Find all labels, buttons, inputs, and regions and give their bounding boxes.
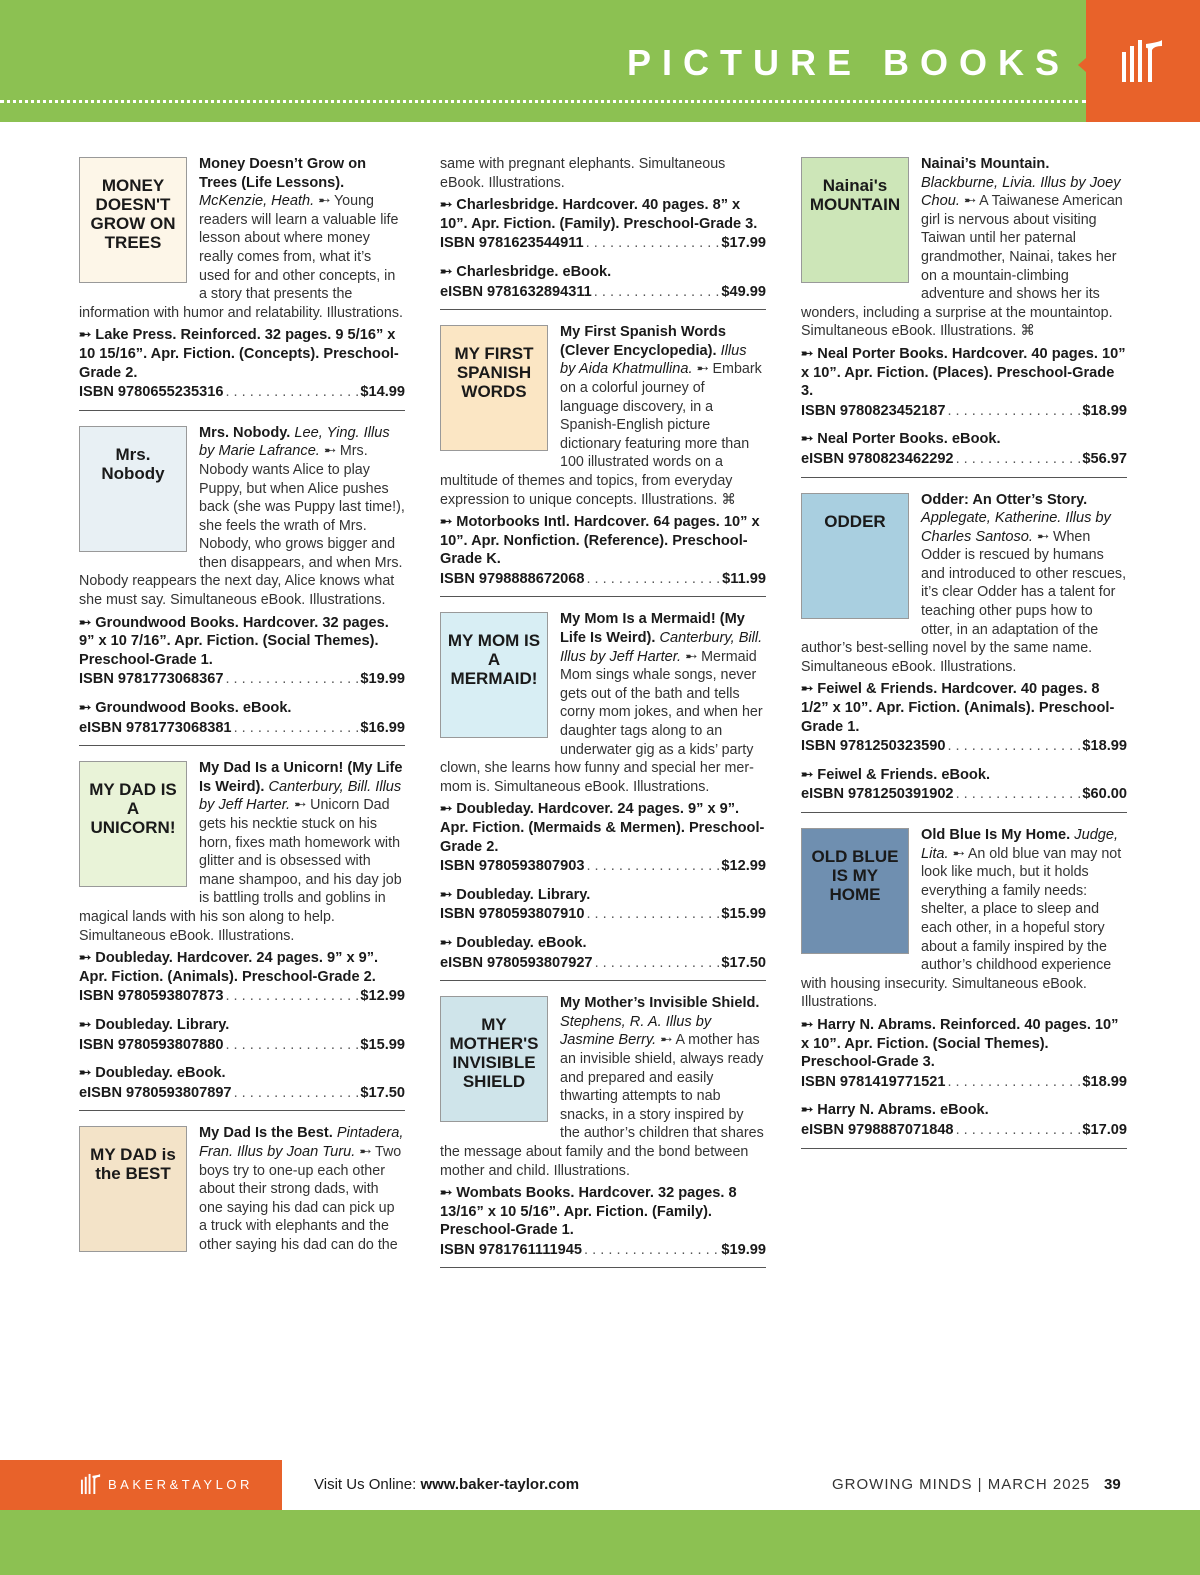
isbn-number: ISBN 9780593807903	[440, 858, 585, 875]
section-title: PICTURE BOOKS	[626, 42, 1070, 83]
page-number: 39	[1104, 1476, 1121, 1493]
book-cover	[79, 426, 187, 552]
book-author: Canterbury, Bill. Illus by Jeff Harter.	[199, 778, 402, 814]
isbn-row	[440, 234, 766, 253]
format-details: ➸ Motorbooks Intl. Hardcover. 64 pages. 10” x 10”. Apr. Nonfiction. (Reference). Preschool-Grade K.	[440, 514, 760, 568]
isbn-number: ISBN 9781761111945	[440, 1241, 583, 1258]
isbn-row	[440, 954, 766, 973]
book-entry	[801, 491, 1127, 814]
book-cover	[79, 1126, 187, 1252]
book-author: Lee, Ying. Illus by Marie Lafrance.	[199, 424, 390, 460]
isbn-row	[801, 737, 1127, 756]
dot-leader	[586, 570, 720, 589]
cover-title: MY DAD IS A UNICORN!	[89, 780, 177, 838]
isbn-number: eISBN 9780823462292	[801, 450, 954, 467]
book-description: ➸ An old blue van may not look like much, but it holds everything a family needs: shelter, a place to sleep and each other, in a hopeful story about a family inspired by the author’s childhood experience with housing insecurity. Simultaneous eBook. Illustrations.	[801, 845, 1122, 1011]
brand-name: BAKER&TAYLOR	[108, 1477, 253, 1492]
dot-leader	[234, 1084, 359, 1103]
book-description: ➸ A Taiwanese American girl is nervous about visiting Taiwan until her paternal grandmother, Nainai, takes her on a mountain-climbing adventure and shows her its wonders, including a surprise at the mountaintop. Simultaneous eBook. Illustrations. ⌘	[801, 193, 1123, 340]
book-title: Mrs. Nobody.	[199, 424, 291, 441]
price: $17.50	[721, 954, 766, 971]
column-1	[79, 155, 405, 1277]
isbn-number: ISBN 9780823452187	[801, 402, 946, 419]
price: $19.99	[721, 1241, 766, 1258]
book-entry	[79, 155, 405, 411]
description-continued: same with pregnant elephants. Simultaneous eBook. Illustrations.	[440, 156, 726, 191]
dot-leader	[947, 737, 1080, 756]
price: $49.99	[721, 283, 766, 300]
price: $11.99	[722, 570, 766, 587]
isbn-number: eISBN 9781250391902	[801, 786, 954, 803]
book-cover	[801, 493, 909, 619]
format-details: ➸ Neal Porter Books. eBook.	[801, 431, 1001, 448]
isbn-number: eISBN 9781632894311	[440, 283, 592, 300]
book-title: Odder: An Otter’s Story.	[921, 491, 1088, 508]
price: $18.99	[1082, 738, 1127, 755]
format-details: ➸ Feiwel & Friends. Hardcover. 40 pages. 8 1/2” x 10”. Apr. Fiction. (Animals). Preschool-Grade 1.	[801, 681, 1115, 735]
price: $17.09	[1082, 1121, 1127, 1138]
price: $12.99	[360, 988, 405, 1005]
isbn-number: ISBN 9780655235316	[79, 384, 224, 401]
isbn-row	[440, 570, 766, 589]
isbn-row	[801, 450, 1127, 469]
price: $56.97	[1082, 450, 1127, 467]
dot-leader	[594, 283, 720, 302]
book-cover	[801, 157, 909, 283]
cover-title: MY MOTHER'S INVISIBLE SHIELD	[449, 1015, 539, 1092]
book-entry	[440, 610, 766, 981]
isbn-row	[79, 719, 405, 738]
price: $18.99	[1082, 402, 1127, 419]
footer-green-band	[0, 1510, 1200, 1575]
format-details: ➸ Doubleday. eBook.	[440, 934, 587, 951]
baker-taylor-logo-icon	[1120, 38, 1166, 84]
price: $60.00	[1082, 786, 1127, 803]
book-author: McKenzie, Heath.	[199, 193, 315, 210]
book-author: Illus by Aida Khatmullina.	[560, 342, 747, 378]
dot-leader	[586, 857, 719, 876]
issue-label: GROWING MINDS | MARCH 2025	[832, 1476, 1091, 1493]
visit-label: Visit Us Online:	[314, 1476, 417, 1493]
format-details: ➸ Harry N. Abrams. Reinforced. 40 pages. 10” x 10”. Apr. Fiction. (Social Themes). Preschool-Grade 3.	[801, 1016, 1119, 1071]
isbn-row	[801, 1073, 1127, 1092]
dot-leader	[234, 719, 359, 738]
cover-title: Mrs. Nobody	[101, 444, 165, 483]
isbn-number: ISBN 9781623544911	[440, 235, 584, 252]
format-details: ➸ Charlesbridge. Hardcover. 40 pages. 8” x 10”. Apr. Fiction. (Family). Preschool-Grade 3.	[440, 197, 758, 232]
book-entry	[79, 424, 405, 747]
isbn-number: ISBN 9780593807910	[440, 906, 585, 923]
format-details: ➸ Groundwood Books. Hardcover. 32 pages. 9” x 10 7/16”. Apr. Fiction. (Social Themes). Preschool-Grade 1.	[79, 614, 389, 668]
book-description: ➸ Mrs. Nobody wants Alice to play Puppy, but when Alice pushes back (she was Puppy last time!), she feels the wrath of Mrs. Nobody, who grows bigger and then disappears, and when Mrs. Nobody reappears the next day, Alice knows what she must say. Simultaneous eBook. Illustrations.	[79, 443, 405, 609]
price: $15.99	[360, 1036, 405, 1053]
format-details: ➸ Lake Press. Reinforced. 32 pages. 9 5/16” x 10 15/16”. Apr. Fiction. (Concepts). Preschool-Grade 2.	[79, 327, 399, 381]
dot-leader	[956, 450, 1081, 469]
book-cover	[440, 325, 548, 451]
isbn-row	[79, 1036, 405, 1055]
book-author: Stephens, R. A. Illus by Jasmine Berry.	[560, 1013, 712, 1049]
isbn-number: ISBN 9781250323590	[801, 738, 946, 755]
isbn-number: ISBN 9780593807873	[79, 988, 224, 1005]
column-2	[440, 155, 766, 1281]
isbn-number: eISBN 9798887071848	[801, 1121, 954, 1138]
cover-title: MONEY DOESN'T GROW ON TREES	[90, 176, 176, 252]
book-author: Judge, Lita.	[921, 827, 1119, 862]
book-title: My Mother’s Invisible Shield.	[560, 995, 760, 1012]
book-description: ➸ Young readers will learn a valuable life lesson about where money really comes from, what it’s used for and other concepts, in a story that presents the information with humor and relatability. Illustrations.	[79, 193, 403, 321]
isbn-row	[440, 857, 766, 876]
dot-leader	[225, 1036, 358, 1055]
header-logo-box	[1086, 0, 1200, 122]
isbn-row	[79, 1084, 405, 1103]
dot-leader	[584, 1241, 719, 1260]
price: $18.99	[1082, 1073, 1127, 1090]
isbn-number: eISBN 9780593807927	[440, 954, 593, 971]
book-title: Old Blue Is My Home.	[921, 827, 1071, 843]
isbn-number: ISBN 9798888672068	[440, 570, 585, 587]
book-cover	[801, 828, 909, 954]
isbn-row	[801, 1121, 1127, 1140]
format-details: ➸ Wombats Books. Hardcover. 32 pages. 8 13/16” x 10 5/16”. Apr. Fiction. (Family). Preschool-Grade 1.	[440, 1185, 737, 1239]
book-author: Canterbury, Bill. Illus by Jeff Harter.	[560, 630, 763, 665]
book-entry	[801, 826, 1127, 1149]
dot-leader	[225, 987, 358, 1006]
isbn-row	[440, 283, 766, 302]
price: $12.99	[721, 858, 766, 875]
price: $17.99	[721, 235, 766, 252]
book-cover	[440, 612, 548, 738]
format-details: ➸ Doubleday. eBook.	[79, 1065, 226, 1082]
price: $16.99	[360, 719, 405, 736]
format-details: ➸ Harry N. Abrams. eBook.	[801, 1102, 989, 1119]
dot-leader	[956, 785, 1081, 804]
dot-leader	[947, 402, 1080, 421]
book-description: ➸ Embark on a colorful journey of language discovery, in a Spanish-English picture dictionary featuring more than 100 illustrated words on a multitude of themes and topics, from everyday expression to unique concepts. Illustrations. ⌘	[440, 361, 762, 508]
footer-brand-bar	[0, 1460, 282, 1510]
dot-leader	[595, 954, 720, 973]
book-author: Blackburne, Livia. Illus by Joey Chou.	[921, 174, 1121, 210]
book-title: Money Doesn’t Grow on Trees (Life Lessons).	[199, 156, 367, 191]
format-details: ➸ Groundwood Books. eBook.	[79, 700, 292, 717]
format-details: ➸ Feiwel & Friends. eBook.	[801, 766, 991, 783]
book-description: ➸ Unicorn Dad gets his necktie stuck on his horn, fixes math homework with glitter and is obsessed with mane shampoo, and his day job is battling trolls and goblins in magical lands with his son along to help. Simultaneous eBook. Illustrations.	[79, 797, 402, 944]
cover-title: MY MOM IS A MERMAID!	[447, 631, 541, 689]
book-author: Pintadera, Fran. Illus by Joan Turu.	[199, 1125, 404, 1160]
isbn-row	[79, 383, 405, 402]
dot-leader	[586, 234, 720, 253]
cover-title: ODDER	[824, 511, 886, 531]
baker-taylor-logo-icon	[80, 1472, 102, 1496]
format-details: ➸ Doubleday. Library.	[440, 886, 591, 903]
format-details: ➸ Charlesbridge. eBook.	[440, 263, 612, 280]
isbn-row	[440, 1241, 766, 1260]
dot-leader	[225, 670, 358, 689]
book-title: My First Spanish Words (Clever Encyclopedia).	[560, 324, 726, 359]
isbn-number: eISBN 9781773068381	[79, 719, 232, 736]
cover-title: MY FIRST SPANISH WORDS	[454, 344, 534, 402]
book-title: My Mom Is a Mermaid! (My Life Is Weird).	[560, 611, 745, 647]
format-details: ➸ Doubleday. Library.	[79, 1016, 230, 1033]
format-details: ➸ Doubleday. Hardcover. 24 pages. 9” x 9”. Apr. Fiction. (Animals). Preschool-Grade 2.	[79, 950, 379, 985]
format-details: ➸ Doubleday. Hardcover. 24 pages. 9” x 9”. Apr. Fiction. (Mermaids & Mermen). Preschool-Grade 2.	[440, 801, 765, 855]
book-author: Applegate, Katherine. Illus by Charles Santoso.	[921, 510, 1111, 545]
dot-leader	[947, 1073, 1080, 1092]
book-entry	[440, 994, 766, 1268]
isbn-number: ISBN 9780593807880	[79, 1036, 224, 1053]
book-cover	[79, 157, 187, 283]
book-description: ➸ When Odder is rescued by humans and introduced to other rescues, it’s clear Odder has a talent for teaching other pups how to otter, in an adaptation of the author’s best-selling novel by the same name. Simultaneous eBook. Illustrations.	[801, 528, 1127, 675]
format-details: ➸ Neal Porter Books. Hardcover. 40 pages. 10” x 10”. Apr. Fiction. (Places). Preschool-Grade 3.	[801, 345, 1126, 400]
book-cover	[440, 996, 548, 1122]
cover-title: MY DAD is the BEST	[90, 1145, 176, 1184]
dot-leader	[956, 1121, 1081, 1140]
isbn-row	[79, 670, 405, 689]
isbn-row	[440, 905, 766, 924]
isbn-number: ISBN 9781419771521	[801, 1073, 946, 1090]
price: $14.99	[360, 384, 405, 401]
book-entry	[440, 323, 766, 597]
price: $15.99	[721, 906, 766, 923]
isbn-row	[801, 785, 1127, 804]
cover-title: OLD BLUE IS MY HOME	[811, 847, 899, 904]
website-link[interactable]: www.baker-taylor.com	[420, 1476, 580, 1493]
column-3	[801, 155, 1127, 1162]
header-dotted-rule	[0, 100, 1086, 103]
book-description: ➸ Two boys try to one-up each other about their strong dads, with one saying his dad can pick up a truck with elephants and the other saying his dad can do the	[199, 1143, 402, 1253]
dot-leader	[225, 383, 358, 402]
cover-title: Nainai's MOUNTAIN	[809, 176, 901, 214]
header-pointer	[1078, 58, 1086, 72]
dot-leader	[586, 905, 719, 924]
book-entry	[801, 155, 1127, 478]
isbn-number: ISBN 9781773068367	[79, 671, 224, 688]
book-title: My Dad Is a Unicorn! (My Life Is Weird).	[199, 760, 403, 795]
page-header	[0, 0, 1200, 122]
book-title: Nainai’s Mountain.	[921, 156, 1050, 172]
book-description: ➸ A mother has an invisible shield, always ready and prepared and easily thwarting attempts to nab snacks, in a story inspired by the author’s children that shares the message about family and the bond between mother and child. Illustrations.	[440, 1032, 764, 1179]
book-entry	[440, 155, 766, 310]
book-entry	[79, 759, 405, 1111]
isbn-row	[801, 402, 1127, 421]
visit-online	[314, 1476, 579, 1493]
book-title: My Dad Is the Best.	[199, 1125, 333, 1142]
book-description: ➸ Mermaid Mom sings whale songs, never gets out of the bath and tells corny mom jokes, and when her daughter tags along to an underwater gig as a kids’ party clown, she learns how funny and special her mer-mom is. Simultaneous eBook. Illustrations.	[440, 648, 763, 795]
price: $19.99	[360, 671, 405, 688]
isbn-number: eISBN 9780593807897	[79, 1084, 232, 1101]
book-cover	[79, 761, 187, 887]
page-footer	[0, 1460, 1200, 1575]
isbn-row	[79, 987, 405, 1006]
book-entry	[79, 1124, 405, 1264]
price: $17.50	[360, 1084, 405, 1101]
